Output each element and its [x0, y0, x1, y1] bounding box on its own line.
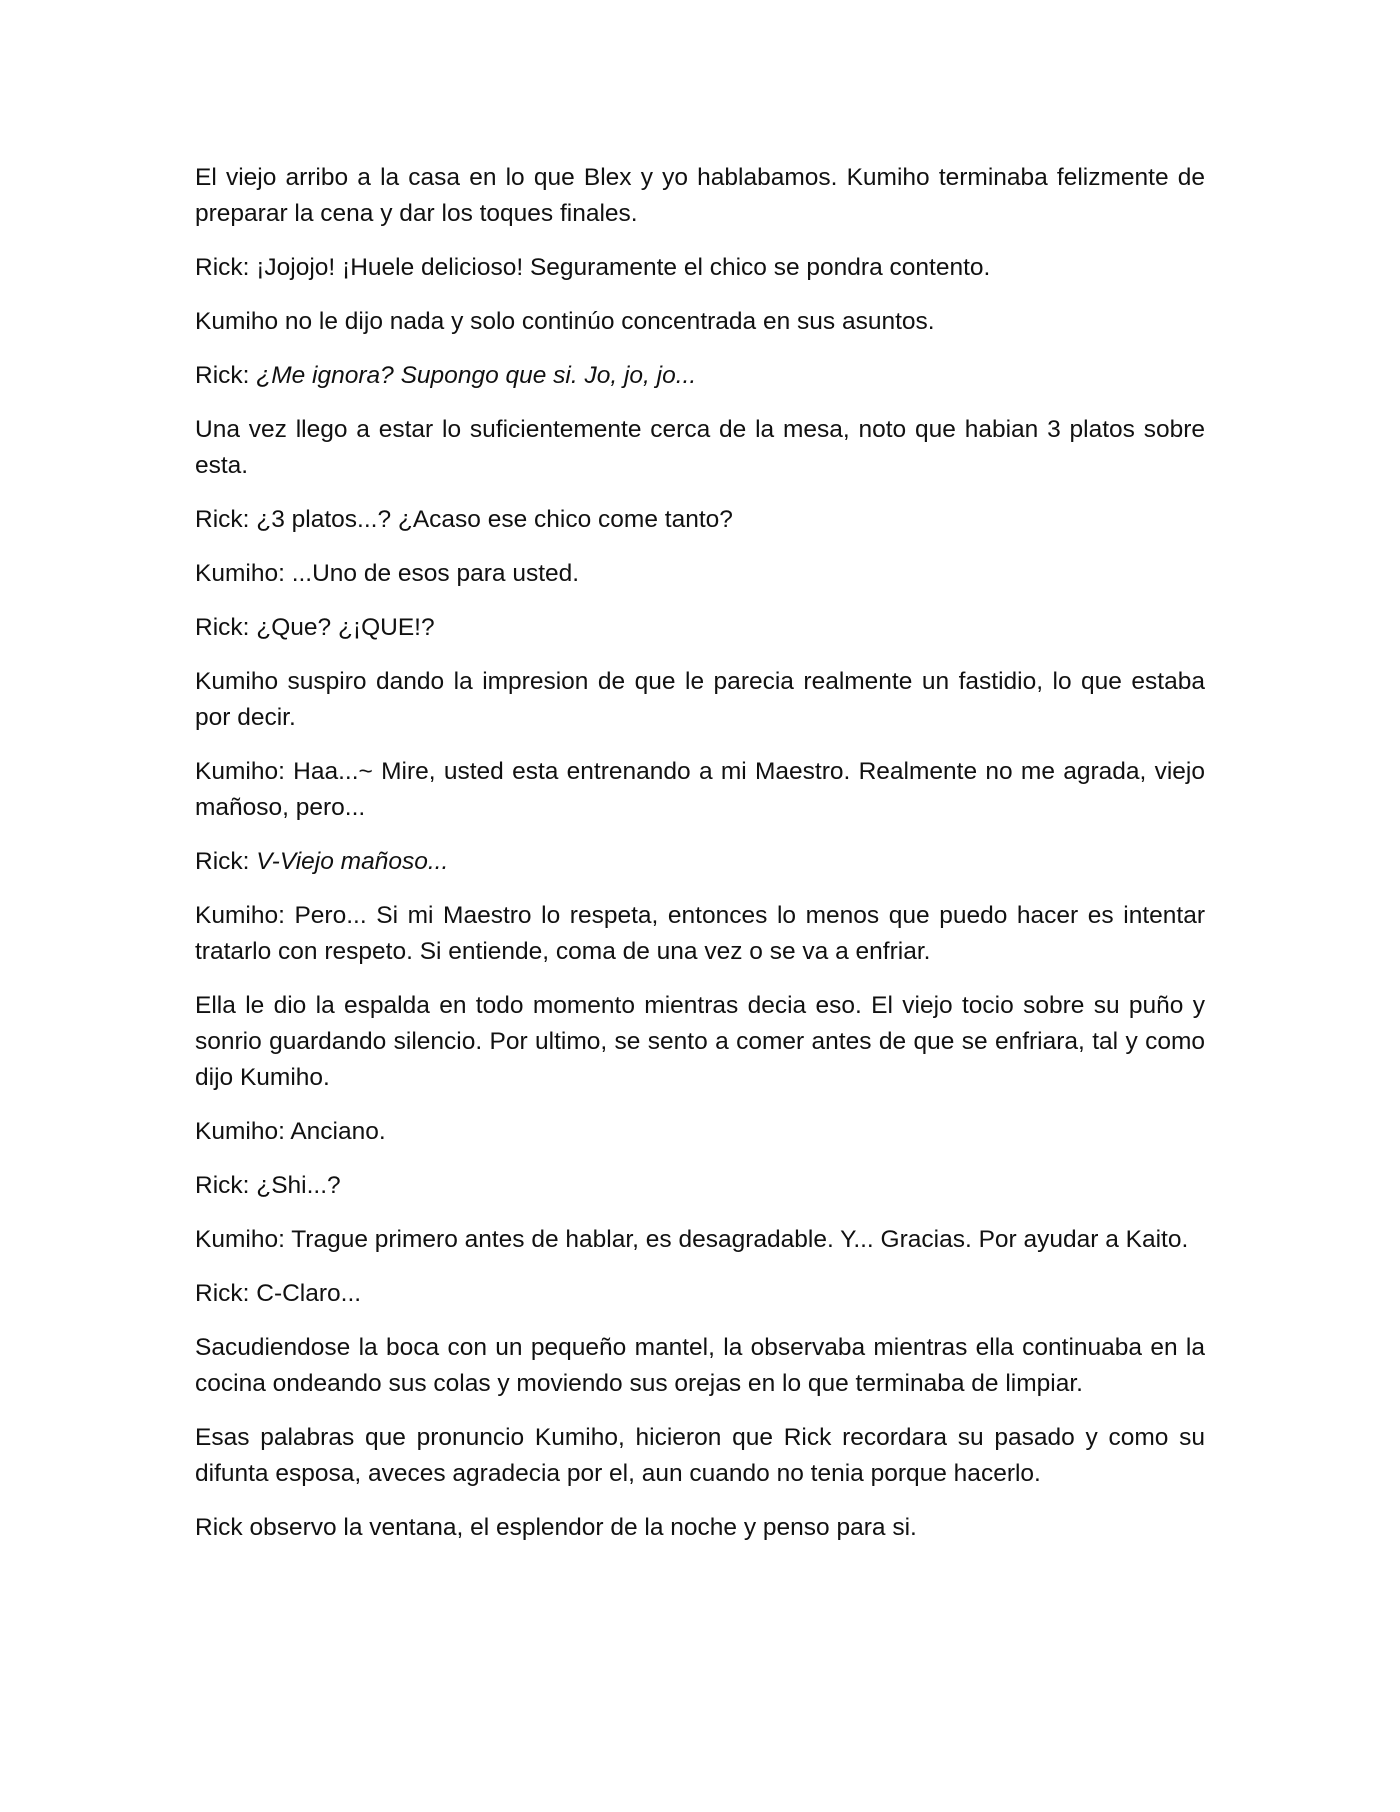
dialogue-kumiho-4	[195, 1114, 1205, 1150]
speaker-label: Kumiho:	[195, 1118, 291, 1145]
dialogue-kumiho-3	[195, 898, 1205, 970]
speaker-label: Kumiho:	[195, 1226, 292, 1253]
dialogue-text: ¿Shi...?	[256, 1172, 341, 1199]
dialogue-rick-4	[195, 610, 1205, 646]
dialogue-kumiho-1	[195, 556, 1205, 592]
dialogue-rick-7	[195, 1276, 1205, 1312]
speaker-label: Rick:	[195, 362, 257, 389]
speaker-label: Rick:	[195, 1172, 257, 1199]
dialogue-text: Pero... Si mi Maestro lo respeta, entonces lo menos que puedo hacer es intentar tratarlo con respeto. Si entiende, coma de una vez o se va a enfriar.	[195, 902, 1205, 965]
dialogue-text: Trague primero antes de hablar, es desagradable. Y... Gracias. Por ayudar a Kaito.	[291, 1226, 1189, 1253]
paragraph-text: Kumiho no le dijo nada y solo continúo concentrada en sus asuntos.	[195, 308, 935, 335]
paragraph-narration-7	[195, 1420, 1205, 1492]
dialogue-kumiho-2	[195, 754, 1205, 826]
speaker-label: Kumiho:	[195, 758, 294, 785]
dialogue-text: Haa...~ Mire, usted esta entrenando a mi Maestro. Realmente no me agrada, viejo mañoso, pero...	[195, 758, 1206, 821]
paragraph-text: Ella le dio la espalda en todo momento mientras decia eso. El viejo tocio sobre su puño y sonrio guardando silencio. Por ultimo, se sento a comer antes de que se enfriara, tal y como dijo Kumiho.	[195, 992, 1205, 1091]
dialogue-rick-6	[195, 1168, 1205, 1204]
dialogue-text: ...Uno de esos para usted.	[291, 560, 580, 587]
paragraph-narration-8	[195, 1510, 1205, 1546]
dialogue-thought-text: ¿Me ignora? Supongo que si. Jo, jo, jo...	[256, 362, 697, 389]
speaker-label: Kumiho:	[195, 902, 295, 929]
dialogue-rick-5	[195, 844, 1205, 880]
speaker-label: Rick:	[195, 506, 257, 533]
speaker-label: Rick:	[195, 848, 257, 875]
paragraph-text: Esas palabras que pronuncio Kumiho, hicieron que Rick recordara su pasado y como su difunta esposa, aveces agradecia por el, aun cuando no tenia porque hacerlo.	[195, 1424, 1205, 1487]
dialogue-text: C-Claro...	[256, 1280, 362, 1307]
dialogue-text: ¿3 platos...? ¿Acaso ese chico come tanto?	[256, 506, 733, 533]
paragraph-text: Rick observo la ventana, el esplendor de la noche y penso para si.	[195, 1514, 917, 1541]
speaker-label: Rick:	[195, 254, 257, 281]
dialogue-rick-2	[195, 358, 1205, 394]
dialogue-text: Anciano.	[290, 1118, 386, 1145]
paragraph-narration-4	[195, 664, 1205, 736]
paragraph-narration-5	[195, 988, 1205, 1096]
speaker-label: Kumiho:	[195, 560, 292, 587]
dialogue-kumiho-5	[195, 1222, 1205, 1258]
paragraph-narration-2	[195, 304, 1205, 340]
dialogue-text: ¡Jojojo! ¡Huele delicioso! Seguramente el chico se pondra contento.	[256, 254, 991, 281]
paragraph-text: Kumiho suspiro dando la impresion de que le parecia realmente un fastidio, lo que estaba por decir.	[195, 668, 1205, 731]
dialogue-text: ¿Que? ¿¡QUE!?	[256, 614, 435, 641]
paragraph-text: El viejo arribo a la casa en lo que Blex y yo hablabamos. Kumiho terminaba felizmente de preparar la cena y dar los toques finales.	[195, 164, 1205, 227]
document-page	[195, 160, 1205, 1564]
paragraph-narration-1	[195, 160, 1205, 232]
paragraph-narration-6	[195, 1330, 1205, 1402]
paragraph-text: Sacudiendose la boca con un pequeño mantel, la observaba mientras ella continuaba en la cocina ondeando sus colas y moviendo sus orejas en lo que terminaba de limpiar.	[195, 1334, 1205, 1397]
dialogue-rick-3	[195, 502, 1205, 538]
dialogue-rick-1	[195, 250, 1205, 286]
paragraph-text: Una vez llego a estar lo suficientemente cerca de la mesa, noto que habian 3 platos sobre esta.	[195, 416, 1205, 479]
paragraph-narration-3	[195, 412, 1205, 484]
speaker-label: Rick:	[195, 1280, 257, 1307]
speaker-label: Rick:	[195, 614, 257, 641]
dialogue-thought-text: V-Viejo mañoso...	[256, 848, 449, 875]
